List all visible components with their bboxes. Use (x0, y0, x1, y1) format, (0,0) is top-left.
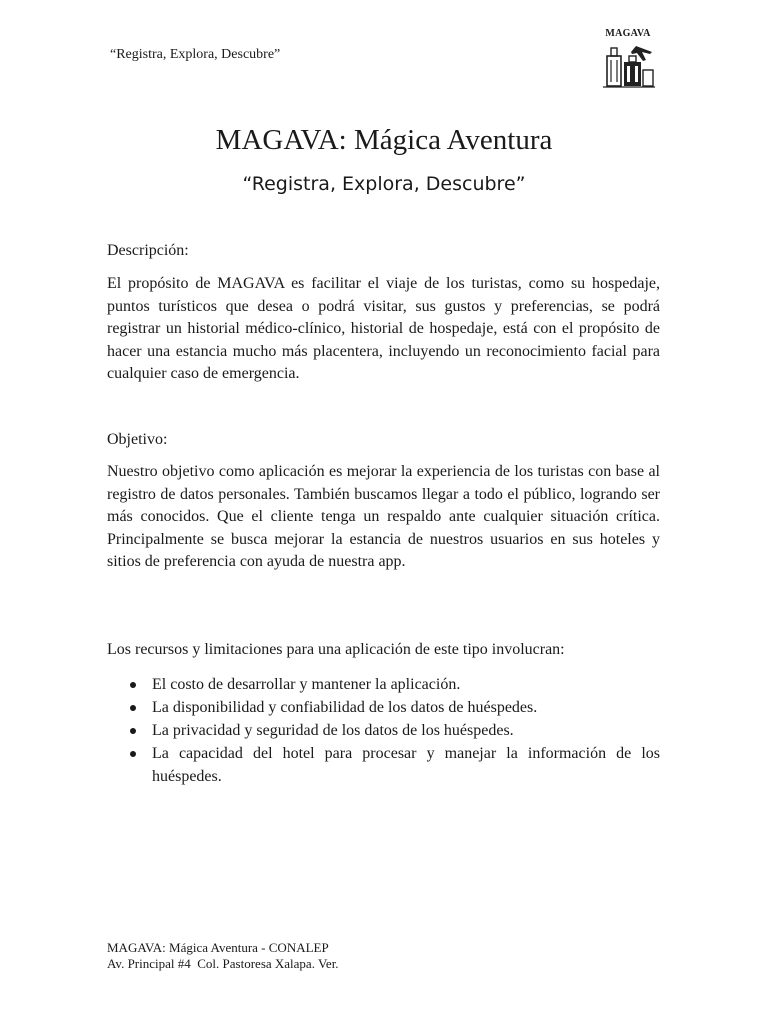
bullet-icon (130, 705, 136, 711)
footer-line-2: Av. Principal #4 Col. Pastoresa Xalapa. Ver. (107, 956, 339, 971)
list-item-text: El costo de desarrollar y mantener la aplicación. (152, 676, 461, 693)
list-item (107, 742, 660, 788)
list-item (107, 696, 660, 719)
footer (107, 940, 339, 972)
footer-line-1: MAGAVA: Mágica Aventura - CONALEP (107, 940, 329, 955)
recursos-list (107, 673, 660, 788)
list-item-text: La disponibilidad y confiabilidad de los datos de huéspedes. (152, 699, 538, 716)
list-item (107, 719, 660, 742)
descripcion-label: Descripción: (107, 242, 189, 259)
magava-logo (598, 30, 658, 90)
list-item (107, 673, 660, 696)
recursos-intro: Los recursos y limitaciones para una aplicación de este tipo involucran: (107, 641, 565, 658)
page-title: MAGAVA: Mágica Aventura (215, 124, 553, 156)
header-tagline: “Registra, Explora, Descubre” (110, 47, 281, 62)
objetivo-paragraph: Nuestro objetivo como aplicación es mejorar la experiencia de los turistas con base al registro de datos personales. También buscamos llegar a todo el público, logrando ser más conocidos. Que el cliente tenga un respaldo ante cualquier situación crítica. Principalmente se busca mejorar la estancia de nuestros usuarios en sus hoteles y sitios de preferencia con ayuda de nuestra app. (107, 463, 660, 570)
logo-text: MAGAVA (605, 28, 651, 39)
luggage-airplane-icon (598, 40, 658, 90)
bullet-icon (130, 682, 136, 688)
list-item-text: La capacidad del hotel para procesar y manejar la información de los huéspedes. (152, 745, 660, 785)
bullet-icon (130, 751, 136, 757)
list-item-text: La privacidad y seguridad de los datos de los huéspedes. (152, 722, 514, 739)
objetivo-label: Objetivo: (107, 431, 168, 448)
bullet-icon (130, 728, 136, 734)
descripcion-paragraph: El propósito de MAGAVA es facilitar el viaje de los turistas, como su hospedaje, puntos turísticos que desea o podrá visitar, sus gustos y preferencias, se podrá registrar un historial médico-clínico, historial de hospedaje, está con el propósito de hacer una estancia mucho más placentera, incluyendo un reconocimiento facial para cualquier caso de emergencia. (107, 275, 660, 382)
page-subtitle: “Registra, Explora, Descubre” (242, 173, 526, 195)
